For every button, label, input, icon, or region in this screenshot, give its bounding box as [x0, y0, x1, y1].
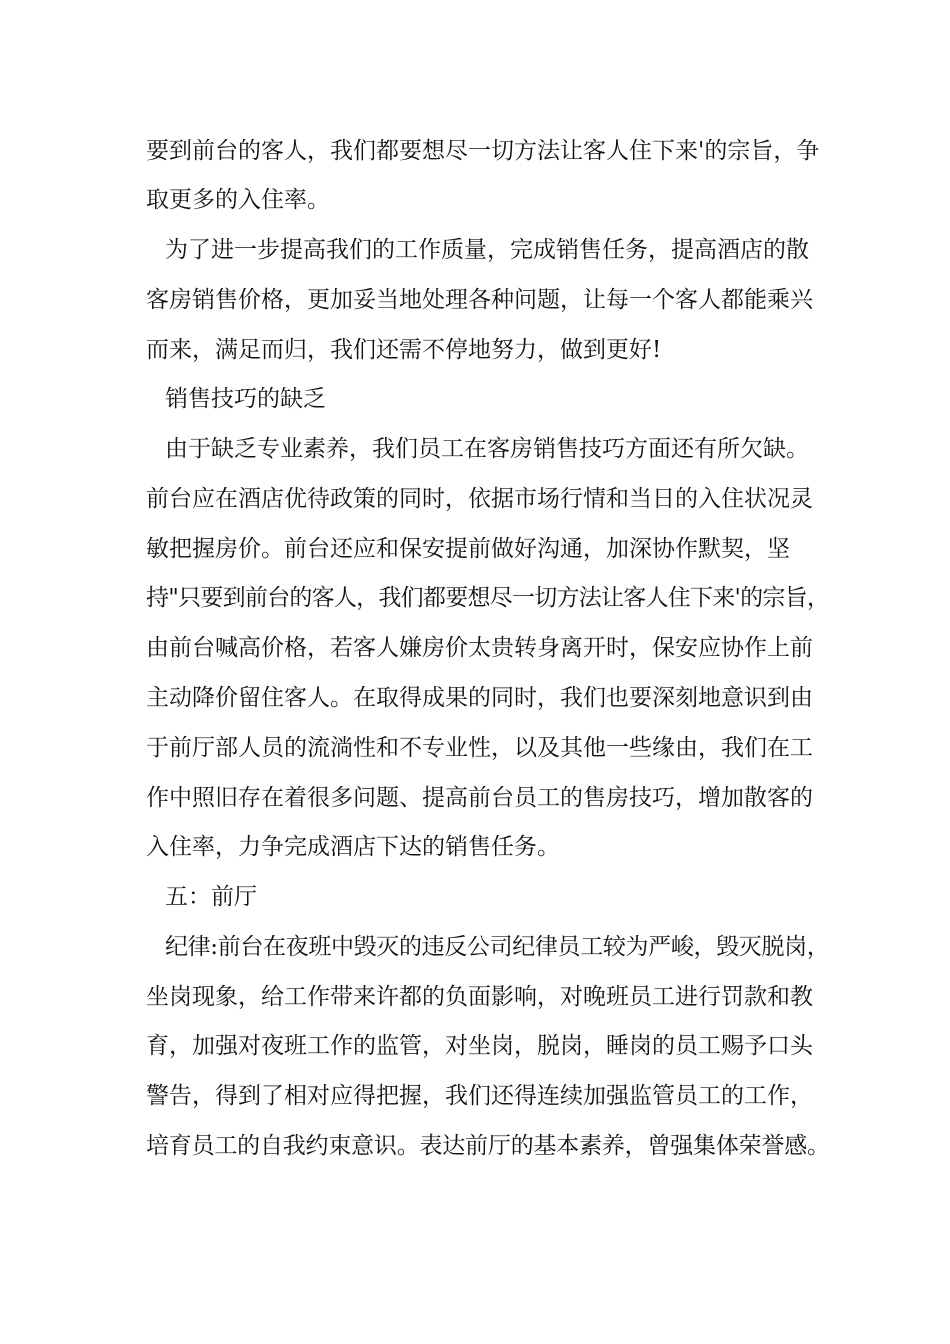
- text-line: 于前厅部人员的流淌性和不专业性，以及其他一些缘由，我们在工: [146, 735, 813, 761]
- section-heading: 销售技巧的缺乏: [165, 386, 326, 412]
- paragraph-first-line: 由于缺乏专业素养，我们员工在客房销售技巧方面还有所欠缺。: [165, 436, 809, 462]
- paragraph-first-line: 纪律:前台在夜班中毁灭的违反公司纪律员工较为严峻，毁灭脱岗，: [165, 934, 830, 960]
- text-line: 主动降价留住客人。在取得成果的同时，我们也要深刻地意识到由: [146, 685, 813, 711]
- text-line: 要到前台的客人，我们都要想尽一切方法让客人住下来'的宗旨，争: [146, 138, 820, 164]
- section-heading: 五：前厅: [165, 884, 257, 910]
- text-line: 持"只要到前台的客人，我们都要想尽一切方法让客人住下来'的宗旨，: [146, 585, 830, 611]
- text-line: 育，加强对夜班工作的监管，对坐岗，脱岗，睡岗的员工赐予口头: [146, 1033, 813, 1059]
- text-line: 培育员工的自我约束意识。表达前厅的基本素养，曾强集体荣誉感。: [146, 1133, 830, 1159]
- text-line: 取更多的入住率。: [146, 187, 330, 213]
- text-line: 警告，得到了相对应得把握，我们还得连续加强监管员工的工作，: [146, 1083, 813, 1109]
- text-line: 前台应在酒店优待政策的同时，依据市场行情和当日的入住状况灵: [146, 486, 813, 512]
- paragraph-first-line: 为了进一步提高我们的工作质量，完成销售任务，提高酒店的散: [165, 237, 809, 263]
- text-line: 坐岗现象，给工作带来许都的负面影响，对晚班员工进行罚款和教: [146, 984, 813, 1010]
- text-line: 而来，满足而归，我们还需不停地努力，做到更好!: [146, 337, 662, 363]
- text-line: 敏把握房价。前台还应和保安提前做好沟通，加深协作默契，坚: [146, 536, 790, 562]
- text-line: 由前台喊高价格，若客人嫌房价太贵转身离开时，保安应协作上前: [146, 635, 813, 661]
- text-line: 作中照旧存在着很多问题、提高前台员工的售房技巧，增加散客的: [146, 785, 813, 811]
- text-line: 客房销售价格，更加妥当地处理各种问题，让每一个客人都能乘兴: [146, 287, 813, 313]
- text-line: 入住率，力争完成酒店下达的销售任务。: [146, 834, 560, 860]
